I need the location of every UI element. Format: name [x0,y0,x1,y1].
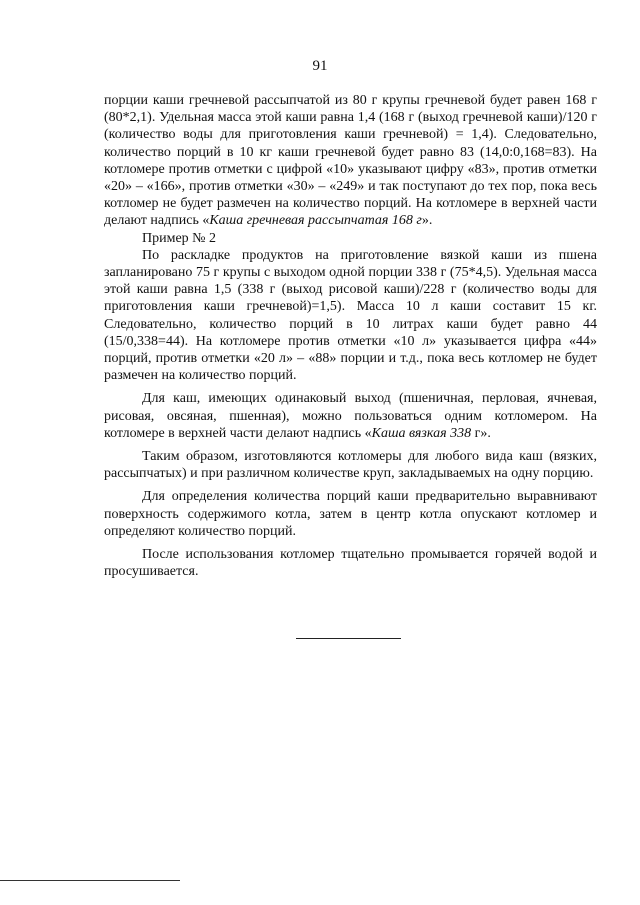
paragraph-conclusion: Таким образом, изготовляются котломеры для любого вида каш (вязких, рассыпчатых) и при различном количестве круп, закладываемых на одну порцию. [104,449,597,482]
paragraph-cleaning: После использования котломер тщательно промывается горячей водой и просушивается. [104,547,597,580]
paragraph-same-yield [104,390,597,442]
paragraph-millet-example: По раскладке продуктов на приготовление вязкой каши из пшена запланировано 75 г крупы с выходом одной порции 338 г (75*4,5). Удельная масса этой каши равна 1,5 (338 г (выход рисовой каши)/228 г (количество воды для приготовления каши гречневой)=1,5). Масса 10 л каши составит 15 кг. Следовательно, количество порций в 10 литрах каши будет равно 44 (15/0,338=44). На котломере против отметки «10 л» указывается цифра «44» порций, против отметки «20 л» – «88» порции и т.д., пока весь котломер не будет размечен на количество порций. [104,247,597,384]
label-inscription: Каша гречневая рассыпчатая 168 г [209,213,422,229]
paragraph-end: г». [471,425,491,441]
page-number: 91 [312,58,328,74]
paragraph-measurement: Для определения количества порций каши предварительно выравнивают поверхность содержимого котла, затем в центр котла опускают котломер и определяют количество порций. [104,489,597,539]
paragraph-end: ». [421,213,433,229]
paragraph-text: порции каши гречневой рассыпчатой из 80 г крупы гречневой будет равен 168 г (80*2,1). Удельная масса этой каши равна 1,4 (168 г (выход гречневой каши)/120 г (количество воды для приготовления каши гречневой) = 1,4). Следовательно, количество порций в 10 кг каши гречневой будет равно 83 (14,0:0,168=83). На котломере против отметки с цифрой «10» указывают цифру «83», против отметки «20» – «166», против отметки «30» – «249» и так поступают до тех пор, пока весь котломер не будет размечен на количество порций. На котломере в верхней части делают надпись « [104,93,597,229]
footer-line [0,880,180,881]
separator-line [296,638,401,639]
example-heading: Пример № 2 [142,230,217,246]
label-inscription: Каша вязкая 338 [371,425,472,441]
paragraph-text: Для каш, имеющих одинаковый выход (пшеничная, перловая, ячневая, рисовая, овсяная, пшенная), можно пользоваться одним котломером. На котломере в верхней части делают надпись « [104,391,597,441]
paragraph-buckwheat-example [104,92,597,230]
page-body [104,92,597,580]
